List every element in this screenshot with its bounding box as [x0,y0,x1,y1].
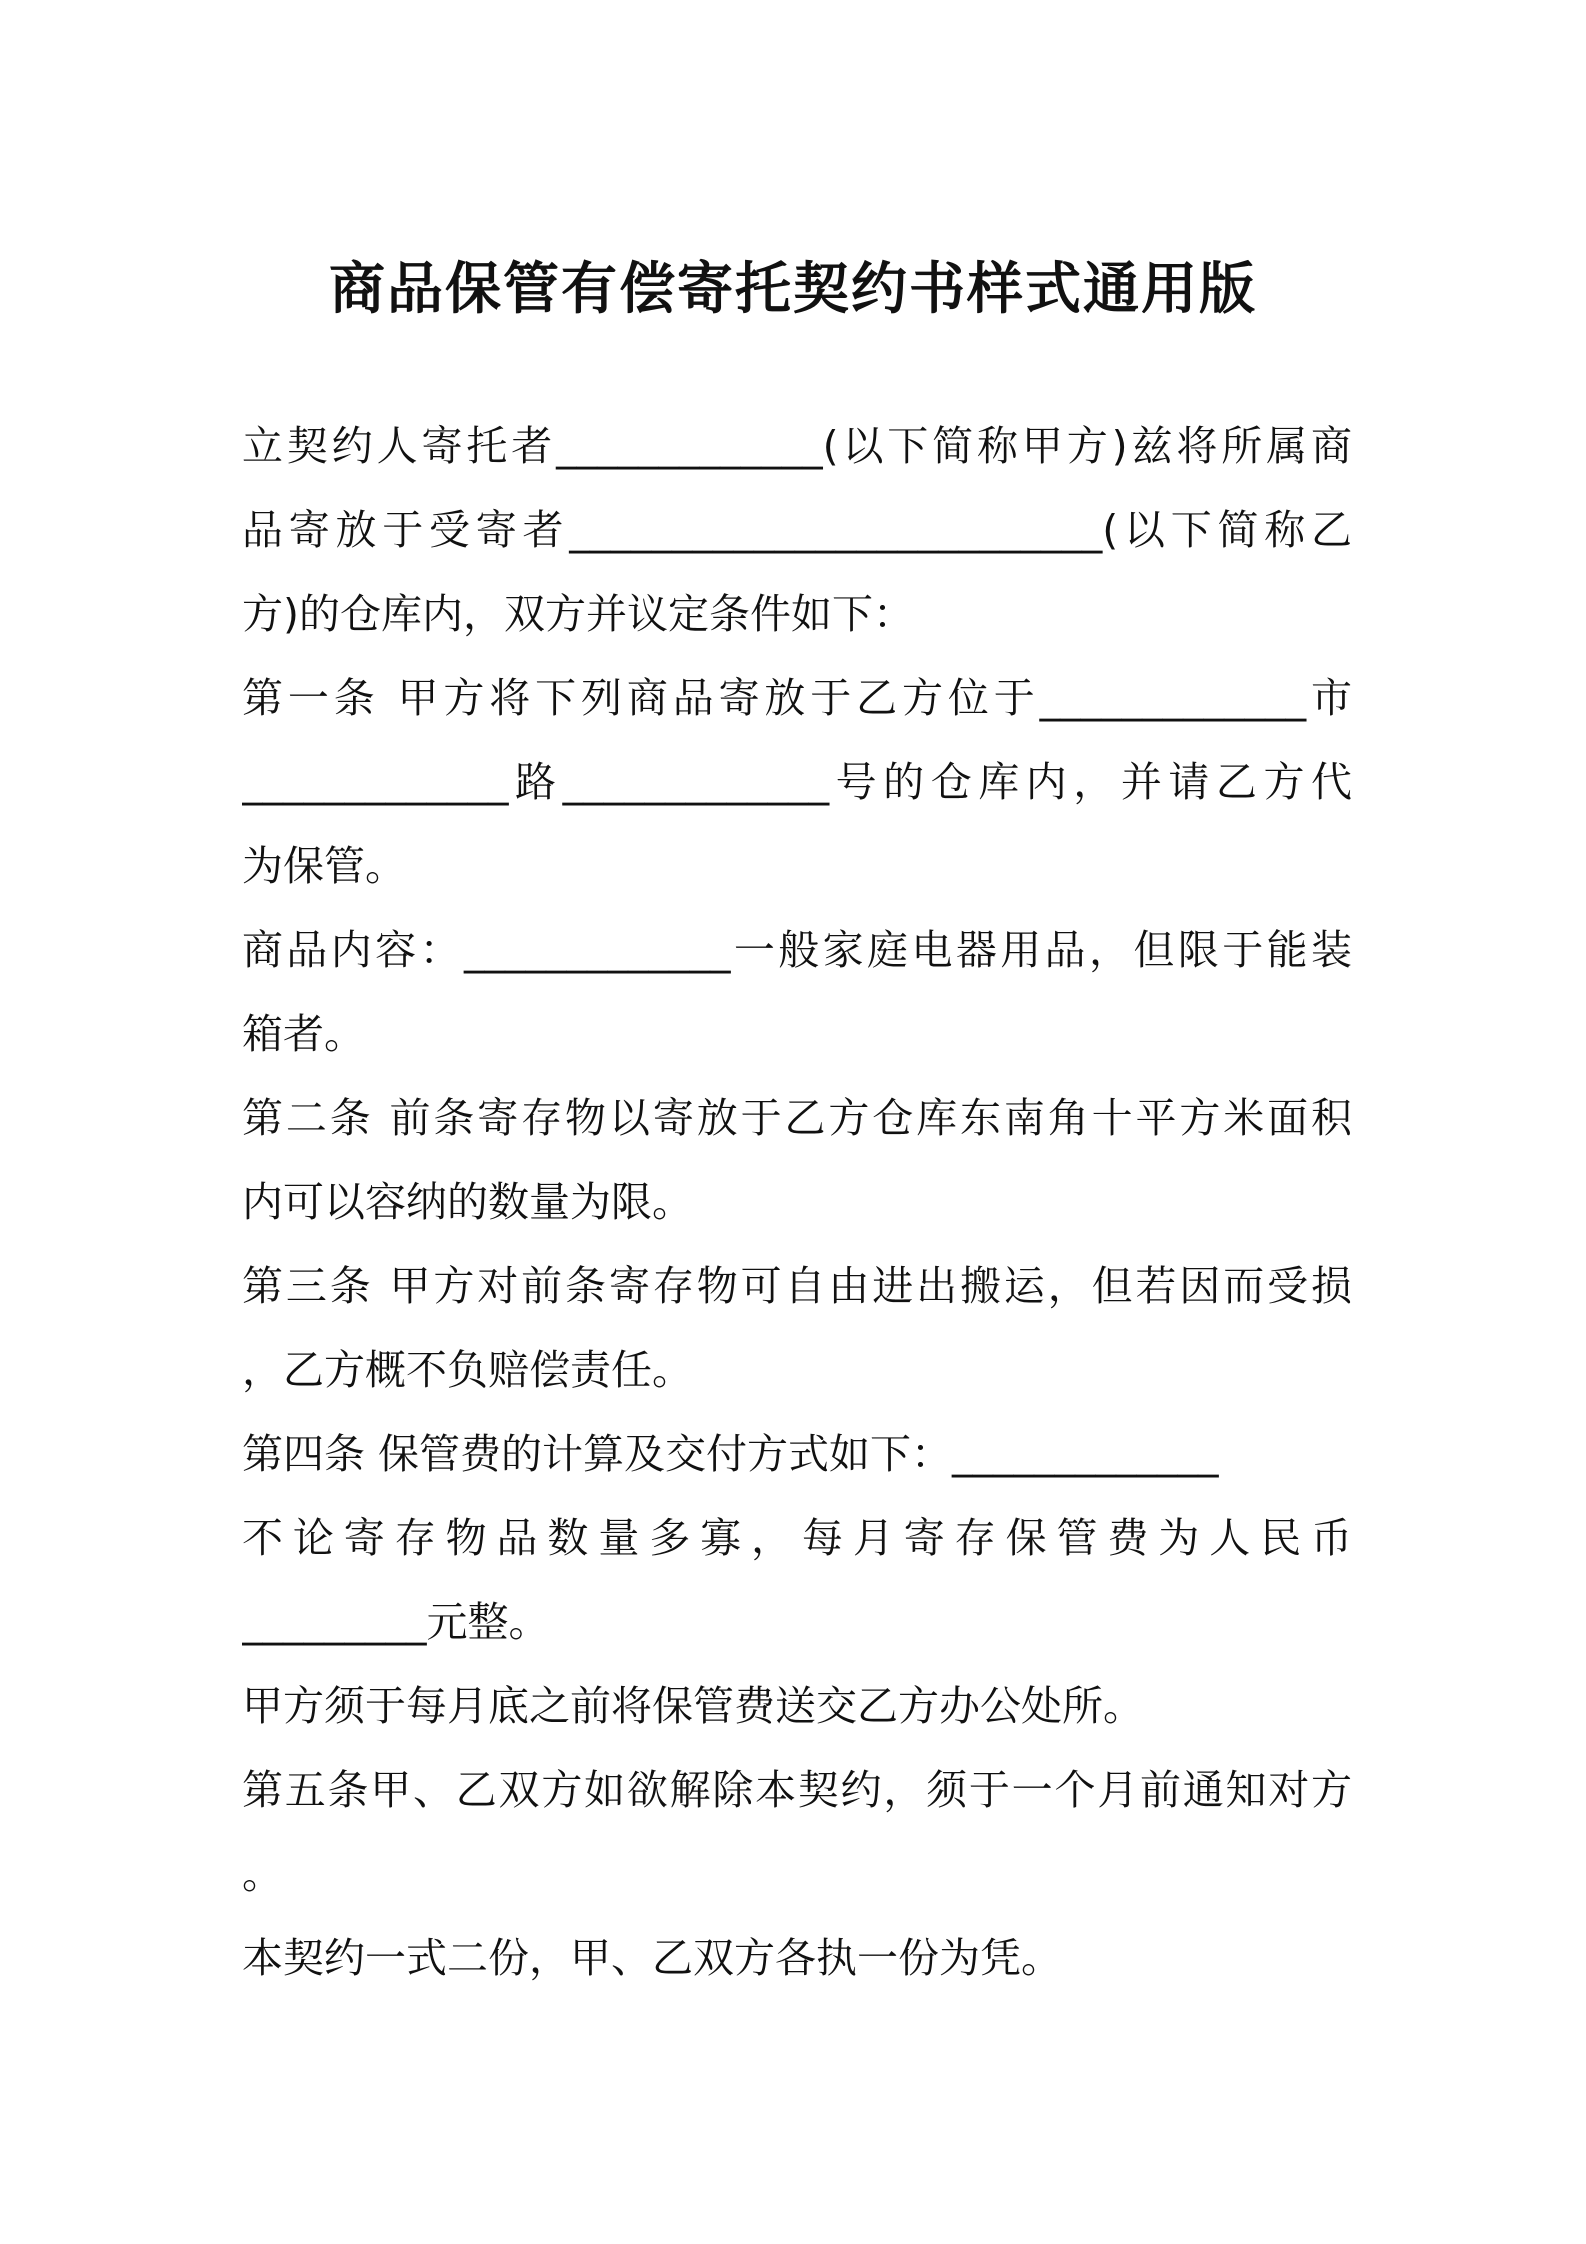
text-line-11: 第三条 甲方对前条寄存物可自由进出搬运，但若因而受损 [242,1262,1352,1310]
text-line-2: 品寄放于受寄者__________________________(以下简称乙 [242,506,1352,554]
document-title: 商品保管有偿寄托契约书样式通用版 [329,257,1257,322]
text-line-19: 本契约一式二份，甲、乙双方各执一份为凭。 [242,1934,1062,1982]
text-line-17: 第五条甲、乙双方如欲解除本契约，须于一个月前通知对方 [242,1766,1352,1814]
text-line-13: 第四条 保管费的计算及交付方式如下：_____________ [242,1430,1219,1478]
text-line-14: 不论寄存物品数量多寡，每月寄存保管费为人民币 [242,1514,1352,1562]
text-line-16: 甲方须于每月底之前将保管费送交乙方办公处所。 [242,1682,1144,1730]
text-line-5: _____________路_____________号的仓库内，并请乙方代 [242,758,1352,806]
text-line-3: 方)的仓库内，双方并议定条件如下： [242,590,914,638]
contract-body [242,404,1352,2000]
text-line-7: 商品内容：_____________一般家庭电器用品，但限于能装 [242,926,1352,974]
text-line-9: 第二条 前条寄存物以寄放于乙方仓库东南角十平方米面积 [242,1094,1352,1142]
text-line-15: _________元整。 [242,1598,550,1646]
text-line-12: ，乙方概不负赔偿责任。 [242,1346,693,1394]
text-line-6: 为保管。 [242,842,406,890]
text-line-18: 。 [242,1850,283,1898]
text-line-10: 内可以容纳的数量为限。 [242,1178,693,1226]
text-line-4: 第一条 甲方将下列商品寄放于乙方位于_____________市 [242,674,1352,722]
text-line-8: 箱者。 [242,1010,365,1058]
text-line-1: 立契约人寄托者_____________(以下简称甲方)兹将所属商 [242,422,1352,470]
